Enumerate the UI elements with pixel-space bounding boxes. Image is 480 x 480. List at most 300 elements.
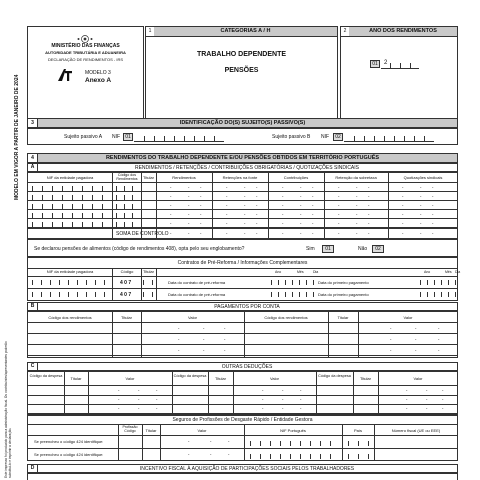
value-separator-dot: . <box>262 387 264 393</box>
value-separator-dot: . <box>188 438 190 444</box>
c-col-value-2: Valor <box>269 376 280 381</box>
nif-digit-tick <box>310 454 311 459</box>
value-separator-dot: . <box>282 211 284 217</box>
code-b: 02 <box>333 133 343 141</box>
side-footnote: Este impresso foi produzido para a administração fiscal. Os contribuintes/apresentantes poderão substituí-lo e imprimir a declaração. <box>4 341 12 478</box>
ins-col-taxnum: Número fiscal (UE ou EEE) <box>391 428 441 433</box>
control-row-divider <box>28 228 457 229</box>
table-a <box>27 172 458 239</box>
first-payment-label-1: Data do primeiro pagamento <box>318 280 369 285</box>
value-separator-dot: . <box>432 193 434 199</box>
col-code: Código dos Rendimentos <box>116 173 138 181</box>
code-digit-tick <box>116 222 117 227</box>
nif-digit-tick <box>77 292 78 297</box>
country-tick <box>348 441 349 446</box>
date-tick <box>434 292 435 297</box>
value-separator-dot: . <box>203 325 205 331</box>
c-col-value-1: Valor <box>125 376 135 381</box>
table-row[interactable] <box>28 200 457 201</box>
value-separator-dot: . <box>442 405 444 411</box>
value-separator-dot: . <box>282 396 284 402</box>
subB-letter: B <box>28 303 38 310</box>
section3-title: IDENTIFICAÇÃO DO(S) SUJEITO(S) PASSIVO(S) <box>179 120 306 126</box>
value-separator-dot: . <box>338 211 340 217</box>
control-separator-dot: . <box>432 230 434 236</box>
value-separator-dot: . <box>438 347 440 353</box>
nif-digit-tick <box>59 280 60 285</box>
control-separator-dot: . <box>170 230 172 236</box>
nif-digit-tick <box>104 292 105 297</box>
value-separator-dot: . <box>338 193 340 199</box>
value-separator-dot: . <box>178 336 180 342</box>
control-separator-dot: . <box>282 230 284 236</box>
c-col-code-3: Código da despesa <box>318 374 351 378</box>
value-separator-dot: . <box>390 336 392 342</box>
col-holder: Titular <box>143 175 154 180</box>
country-tick <box>368 441 369 446</box>
nif-a-input[interactable] <box>134 133 224 142</box>
value-separator-dot: . <box>138 387 140 393</box>
date-tick <box>434 280 435 285</box>
first-payment-label-2: Data do primeiro pagamento <box>318 292 369 297</box>
date-tick <box>278 292 279 297</box>
date-tick <box>420 280 421 285</box>
pre-reform-title: Contratos de Pré-Reforma / Informações Complementares <box>177 260 308 266</box>
value-separator-dot: . <box>203 336 205 342</box>
value-separator-dot: . <box>138 405 140 411</box>
value-separator-dot: . <box>402 211 404 217</box>
value-separator-dot: . <box>426 387 428 393</box>
nif-digit-tick <box>102 186 103 191</box>
nif-digit-tick <box>32 186 33 191</box>
nif-digit-tick <box>62 222 63 227</box>
value-separator-dot: . <box>338 184 340 190</box>
value-separator-dot: . <box>368 202 370 208</box>
value-separator-dot: . <box>356 193 358 199</box>
holder-tick <box>143 280 144 285</box>
b-col-code-1: Código dos rendimentos <box>48 315 92 320</box>
value-separator-dot: . <box>300 405 302 411</box>
value-separator-dot: . <box>312 211 314 217</box>
yes-code[interactable]: 01 <box>322 245 334 253</box>
nif-digit-tick <box>104 280 105 285</box>
value-separator-dot: . <box>415 325 417 331</box>
header-logo-box <box>27 26 144 120</box>
table-row[interactable] <box>28 333 457 334</box>
date-tick <box>313 292 314 297</box>
nif-digit-tick <box>112 186 113 191</box>
nif-b-input[interactable] <box>344 133 434 142</box>
value-separator-dot: . <box>244 184 246 190</box>
value-separator-dot: . <box>282 202 284 208</box>
nif-digit-tick <box>250 454 251 459</box>
nif-digit-tick <box>260 454 261 459</box>
value-separator-dot: . <box>200 202 202 208</box>
value-separator-dot: . <box>200 211 202 217</box>
value-separator-dot: . <box>188 211 190 217</box>
pre-col-code: Código <box>120 269 134 274</box>
value-separator-dot: . <box>402 184 404 190</box>
value-separator-dot: . <box>356 184 358 190</box>
date-month-1: Mês <box>297 270 304 274</box>
alimony-question: Se declarou pensões de alimentos (código de rendimentos 408), opta pelo seu englobamento? <box>34 246 245 252</box>
nif-digit-tick <box>260 441 261 446</box>
subD-header <box>27 464 458 473</box>
nif-digit-tick <box>112 213 113 218</box>
control-separator-dot: . <box>244 230 246 236</box>
table-row[interactable] <box>28 395 457 396</box>
value-separator-dot: . <box>438 325 440 331</box>
table-row[interactable] <box>28 191 457 192</box>
subB-header <box>27 302 458 311</box>
no-label: Não <box>358 246 368 252</box>
nif-digit-tick <box>330 441 331 446</box>
value-separator-dot: . <box>420 184 422 190</box>
value-separator-dot: . <box>415 347 417 353</box>
code-a: 01 <box>123 133 133 141</box>
control-separator-dot: . <box>312 230 314 236</box>
value-separator-dot: . <box>402 220 404 226</box>
box2-num: 2 <box>341 27 350 37</box>
nif-digit-tick <box>77 280 78 285</box>
value-separator-dot: . <box>188 202 190 208</box>
value-separator-dot: . <box>300 220 302 226</box>
declaration-name: DECLARAÇÃO DE RENDIMENTOS - IRS <box>47 57 124 62</box>
insurance-title: Seguros de Profissões de Desgaste Rápido / Entidade Gestora <box>172 417 313 423</box>
value-separator-dot: . <box>224 325 226 331</box>
nif-digit-tick <box>330 454 331 459</box>
control-separator-dot: . <box>420 230 422 236</box>
value-separator-dot: . <box>282 405 284 411</box>
table-row[interactable] <box>28 218 457 219</box>
annex-label: Anexo A <box>85 77 112 84</box>
value-separator-dot: . <box>226 211 228 217</box>
value-separator-dot: . <box>170 184 172 190</box>
nif-digit-tick <box>72 204 73 209</box>
value-separator-dot: . <box>224 336 226 342</box>
nif-digit-tick <box>68 292 69 297</box>
nif-digit-tick <box>290 454 291 459</box>
c-col-code-1: Código da despesa <box>29 374 63 378</box>
value-separator-dot: . <box>262 405 264 411</box>
categories-box <box>145 26 338 120</box>
nif-digit-tick <box>270 454 271 459</box>
code-digit-tick <box>124 222 125 227</box>
date-tick <box>441 280 442 285</box>
nif-digit-tick <box>42 186 43 191</box>
value-separator-dot: . <box>256 220 258 226</box>
value-separator-dot: . <box>156 405 158 411</box>
value-separator-dot: . <box>210 438 212 444</box>
section4-num: 4 <box>28 154 38 162</box>
date-tick <box>299 280 300 285</box>
nif-digit-tick <box>300 454 301 459</box>
model-label: MODELO 3 <box>85 70 111 76</box>
value-separator-dot: . <box>300 184 302 190</box>
value-separator-dot: . <box>368 193 370 199</box>
code-digit-tick <box>116 213 117 218</box>
nif-digit-tick <box>72 222 73 227</box>
control-separator-dot: . <box>402 230 404 236</box>
nif-digit-tick <box>82 213 83 218</box>
value-separator-dot: . <box>338 220 340 226</box>
value-separator-dot: . <box>156 387 158 393</box>
control-separator-dot: . <box>338 230 340 236</box>
value-separator-dot: . <box>432 184 434 190</box>
subD-body <box>27 473 458 480</box>
value-separator-dot: . <box>406 396 408 402</box>
value-separator-dot: . <box>442 396 444 402</box>
control-separator-dot: . <box>368 230 370 236</box>
nif-digit-tick <box>42 213 43 218</box>
value-separator-dot: . <box>312 193 314 199</box>
table-row[interactable] <box>28 404 457 405</box>
col-income: Rendimentos <box>172 175 196 180</box>
code-407-row1: 4 0 7 <box>120 280 132 286</box>
b-col-code-2: Código dos rendimentos <box>264 315 308 320</box>
date-tick <box>427 280 428 285</box>
date-tick <box>441 292 442 297</box>
value-separator-dot: . <box>420 211 422 217</box>
nif-digit-tick <box>112 222 113 227</box>
nif-digit-tick <box>32 213 33 218</box>
nif-digit-tick <box>52 213 53 218</box>
value-separator-dot: . <box>118 405 120 411</box>
value-separator-dot: . <box>226 184 228 190</box>
value-separator-dot: . <box>170 202 172 208</box>
c-col-value-3: Valor <box>413 376 423 381</box>
value-separator-dot: . <box>228 438 230 444</box>
section3-num: 3 <box>28 119 38 127</box>
section4-bar <box>27 153 458 163</box>
date-day-1: Dia <box>313 270 319 274</box>
value-separator-dot: . <box>226 193 228 199</box>
subC-title: OUTRAS DEDUÇÕES <box>221 364 273 370</box>
nif-digit-tick <box>95 292 96 297</box>
table-row[interactable] <box>28 413 457 414</box>
nif-digit-tick <box>270 441 271 446</box>
nif-digit-tick <box>50 292 51 297</box>
value-separator-dot: . <box>244 193 246 199</box>
nif-digit-tick <box>82 186 83 191</box>
ins-row2-label: Se preencheu o código 424 identifique: <box>34 452 104 457</box>
value-separator-dot: . <box>138 396 140 402</box>
date-tick <box>271 280 272 285</box>
code-digit-tick <box>124 195 125 200</box>
date-day-2: Dia <box>455 270 461 274</box>
value-separator-dot: . <box>224 347 226 353</box>
date-year-2: Ano <box>424 270 431 274</box>
nif-a-label: NIF <box>112 134 121 140</box>
value-separator-dot: . <box>442 387 444 393</box>
date-tick <box>455 280 456 285</box>
nif-digit-tick <box>72 195 73 200</box>
code-digit-tick <box>132 204 133 209</box>
pensions-title: PENSÕES <box>224 67 259 74</box>
country-tick <box>348 454 349 459</box>
pre-col-nif: NIF da entidade pagadora <box>46 269 94 274</box>
nif-digit-tick <box>62 195 63 200</box>
nif-digit-tick <box>280 441 281 446</box>
value-separator-dot: . <box>390 347 392 353</box>
nif-digit-tick <box>68 280 69 285</box>
value-separator-dot: . <box>420 202 422 208</box>
nif-digit-tick <box>32 222 33 227</box>
date-tick <box>292 280 293 285</box>
coat-of-arms-icon <box>76 31 92 40</box>
value-separator-dot: . <box>300 193 302 199</box>
value-separator-dot: . <box>156 396 158 402</box>
year-digit: 2 <box>384 60 388 66</box>
c-col-code-2: Código da despesa <box>173 374 207 378</box>
country-tick <box>368 454 369 459</box>
nif-digit-tick <box>92 186 93 191</box>
date-tick <box>306 280 307 285</box>
at-logo-icon <box>57 68 73 82</box>
date-year-1: Ano <box>275 270 282 274</box>
table-c <box>27 371 458 415</box>
table-row[interactable] <box>28 344 457 345</box>
subC-letter: C <box>28 363 38 370</box>
no-code[interactable]: 02 <box>372 245 384 253</box>
nif-digit-tick <box>41 280 42 285</box>
value-separator-dot: . <box>356 220 358 226</box>
col-nif: NIF da entidade pagadora <box>46 175 94 180</box>
value-separator-dot: . <box>282 184 284 190</box>
nif-digit-tick <box>280 454 281 459</box>
year-field[interactable] <box>381 60 419 69</box>
nif-digit-tick <box>86 280 87 285</box>
value-separator-dot: . <box>338 202 340 208</box>
code-digit-tick <box>132 186 133 191</box>
control-separator-dot: . <box>256 230 258 236</box>
table-b <box>27 311 458 358</box>
b-col-holder-1: Titular <box>121 315 132 320</box>
section3-body <box>27 128 458 145</box>
value-separator-dot: . <box>244 202 246 208</box>
nif-digit-tick <box>62 204 63 209</box>
nif-digit-tick <box>92 213 93 218</box>
holder-tick <box>152 280 153 285</box>
yes-label: Sim <box>306 246 315 252</box>
code-407-row2: 4 0 7 <box>120 292 132 298</box>
nif-digit-tick <box>52 195 53 200</box>
control-separator-dot: . <box>226 230 228 236</box>
control-separator-dot: . <box>200 230 202 236</box>
control-separator-dot: . <box>300 230 302 236</box>
control-separator-dot: . <box>356 230 358 236</box>
ins-col-profession: Profissão Código <box>122 425 138 434</box>
date-tick <box>313 280 314 285</box>
nif-digit-tick <box>52 204 53 209</box>
ministry-name: MINISTÉRIO DAS FINANÇAS <box>51 43 120 49</box>
value-separator-dot: . <box>170 220 172 226</box>
date-tick <box>285 280 286 285</box>
nif-digit-tick <box>62 186 63 191</box>
value-separator-dot: . <box>256 211 258 217</box>
pre-reform-table <box>27 257 461 301</box>
vertical-title: MODELO EM VIGOR A PARTIR DE JANEIRO DE 2024 <box>14 74 20 200</box>
nif-digit-tick <box>52 222 53 227</box>
year-box <box>340 26 458 120</box>
nif-digit-tick <box>82 222 83 227</box>
value-separator-dot: . <box>228 451 230 457</box>
nif-digit-tick <box>102 222 103 227</box>
value-separator-dot: . <box>188 184 190 190</box>
nif-digit-tick <box>32 292 33 297</box>
nif-digit-tick <box>112 204 113 209</box>
date-month-2: Mês <box>445 270 452 274</box>
date-tick <box>420 292 421 297</box>
value-separator-dot: . <box>200 193 202 199</box>
nif-digit-tick <box>86 292 87 297</box>
section4-title: RENDIMENTOS DO TRABALHO DEPENDENTE E/OU PENSÕES OBTIDOS EM TERRITÓRIO PORTUGUÊS <box>105 155 380 161</box>
nif-digit-tick <box>92 204 93 209</box>
year-code: 01 <box>370 60 380 68</box>
value-separator-dot: . <box>170 211 172 217</box>
date-tick <box>271 292 272 297</box>
value-separator-dot: . <box>368 184 370 190</box>
nif-digit-tick <box>42 222 43 227</box>
value-separator-dot: . <box>282 220 284 226</box>
nif-b-label: NIF <box>321 134 330 140</box>
date-tick <box>448 280 449 285</box>
nif-digit-tick <box>42 195 43 200</box>
value-separator-dot: . <box>200 184 202 190</box>
nif-digit-tick <box>59 292 60 297</box>
nif-digit-tick <box>82 195 83 200</box>
table-row[interactable] <box>28 355 457 356</box>
value-separator-dot: . <box>300 202 302 208</box>
c-col-holder-1: Titular <box>70 376 82 381</box>
table-row[interactable] <box>28 209 457 210</box>
code-digit-tick <box>132 213 133 218</box>
value-separator-dot: . <box>244 211 246 217</box>
value-separator-dot: . <box>426 396 428 402</box>
value-separator-dot: . <box>300 387 302 393</box>
country-tick <box>358 454 359 459</box>
date-tick <box>455 292 456 297</box>
b-col-value-2: Valor <box>403 315 413 320</box>
work-title: TRABALHO DEPENDENTE <box>196 51 287 58</box>
value-separator-dot: . <box>262 396 264 402</box>
subA-letter: A <box>28 164 38 171</box>
date-tick <box>448 292 449 297</box>
holder-tick <box>152 292 153 297</box>
col-contributions: Contribuições <box>283 175 309 180</box>
col-union: Quotizações sindicais <box>403 175 443 180</box>
nif-digit-tick <box>112 195 113 200</box>
year-title: ANO DOS RENDIMENTOS <box>349 27 457 37</box>
nif-digit-tick <box>42 204 43 209</box>
date-tick <box>427 292 428 297</box>
date-tick <box>292 292 293 297</box>
value-separator-dot: . <box>226 220 228 226</box>
date-tick <box>299 292 300 297</box>
nif-digit-tick <box>32 204 33 209</box>
code-digit-tick <box>124 213 125 218</box>
ins-col-holder: Titular <box>145 428 157 433</box>
value-separator-dot: . <box>178 325 180 331</box>
nif-digit-tick <box>102 195 103 200</box>
nif-digit-tick <box>32 195 33 200</box>
value-separator-dot: . <box>432 202 434 208</box>
nif-digit-tick <box>102 204 103 209</box>
ins-row1-label: Se preencheu o código 424 identifique: <box>34 439 104 444</box>
subA-header <box>27 163 458 172</box>
date-tick <box>306 292 307 297</box>
pre-col-holder: Titular <box>143 269 154 274</box>
